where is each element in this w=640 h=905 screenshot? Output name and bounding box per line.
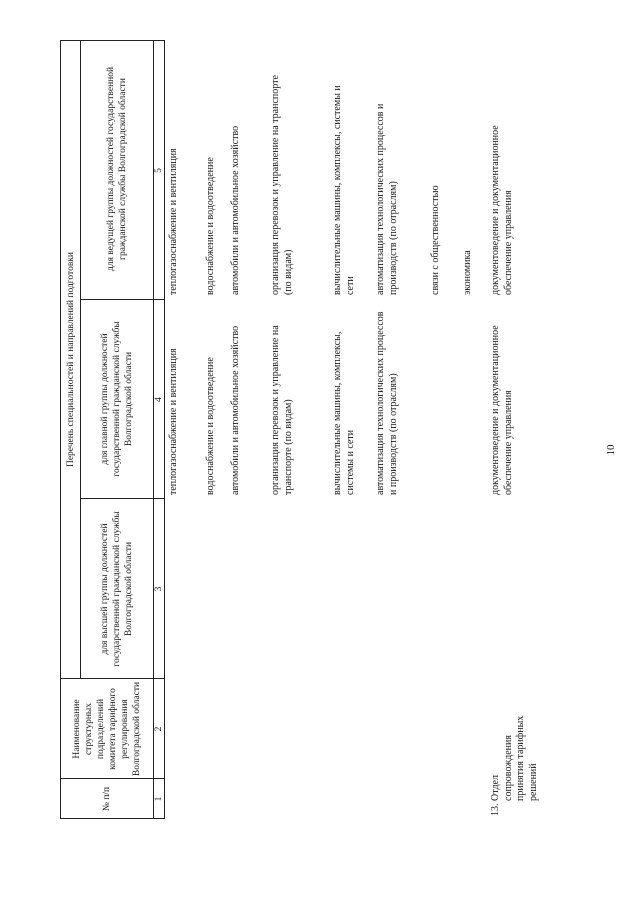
col4-item: вычислительные машины, комплексы, системы и сети [332,331,356,495]
col4-item: автомобили и автомобильное хозяйство [230,325,241,495]
row13-col5: документоведение и документационное обеспечение управления [490,125,514,295]
col4-item: водоснабжение и водоотведение [205,357,216,495]
rule-v3 [60,678,164,679]
rule-v6 [60,40,164,41]
rule-v4 [80,498,164,499]
header-higher-group: для высшей группы должностей государственной гражданской службы Волгоградской области [100,511,134,667]
header-main-group: для главной группы должностей государственной гражданской службы Волгоградской области [100,321,134,477]
col4-item: теплогазоснабжение и вентиляция [168,348,179,495]
row13-number: 13. [490,803,501,816]
col5-item: автоматизация технологических процессов и производств (по отраслям) [375,103,399,295]
col5-item: теплогазоснабжение и вентиляция [168,148,179,295]
header-number: № п/п [101,786,112,812]
header-department: Наименование структурных подразделений комитета тарифного регулирования Волгоградской области [71,681,142,777]
rule-bottom [164,40,165,819]
header-leading-group: для ведущей группы должностей государственной гражданской службы Волгоградской области [106,66,128,272]
col5-item: связи с общественностью [430,185,441,295]
rule-top [60,40,61,819]
col-number-3: 3 [154,586,164,592]
rule-group [80,40,81,679]
col4-item: автоматизация технологических процессов и производств (по отраслям) [375,311,399,495]
rule-v5 [80,299,164,300]
header-specialties: Перечень специальностей и направлений подготовки [65,251,76,468]
col5-item: организация перевозок и управление на транспорте (по видам) [270,75,294,295]
col-number-5: 5 [154,168,164,173]
rule-v1 [60,818,164,819]
col5-item: водоснабжение и водоотведение [205,157,216,295]
row13-col4: документоведение и документационное обеспечение управления [490,325,514,495]
rule-v2 [60,778,164,779]
col5-item: вычислительные машины, комплексы, системы и сети [332,85,356,295]
col-number-2: 2 [154,726,164,732]
col-number-4: 4 [154,397,164,402]
col4-item: организация перевозок и управление на транспорте (по видам) [270,325,294,495]
col-number-1: 1 [154,796,164,802]
col5-item: автомобили и автомобильное хозяйство [230,125,241,295]
table-header [60,40,164,819]
page-number: 10 [605,444,617,456]
row13-department: Отдел сопровождения принятия тарифных решений [490,715,539,801]
col5-item: экономика [462,250,473,295]
